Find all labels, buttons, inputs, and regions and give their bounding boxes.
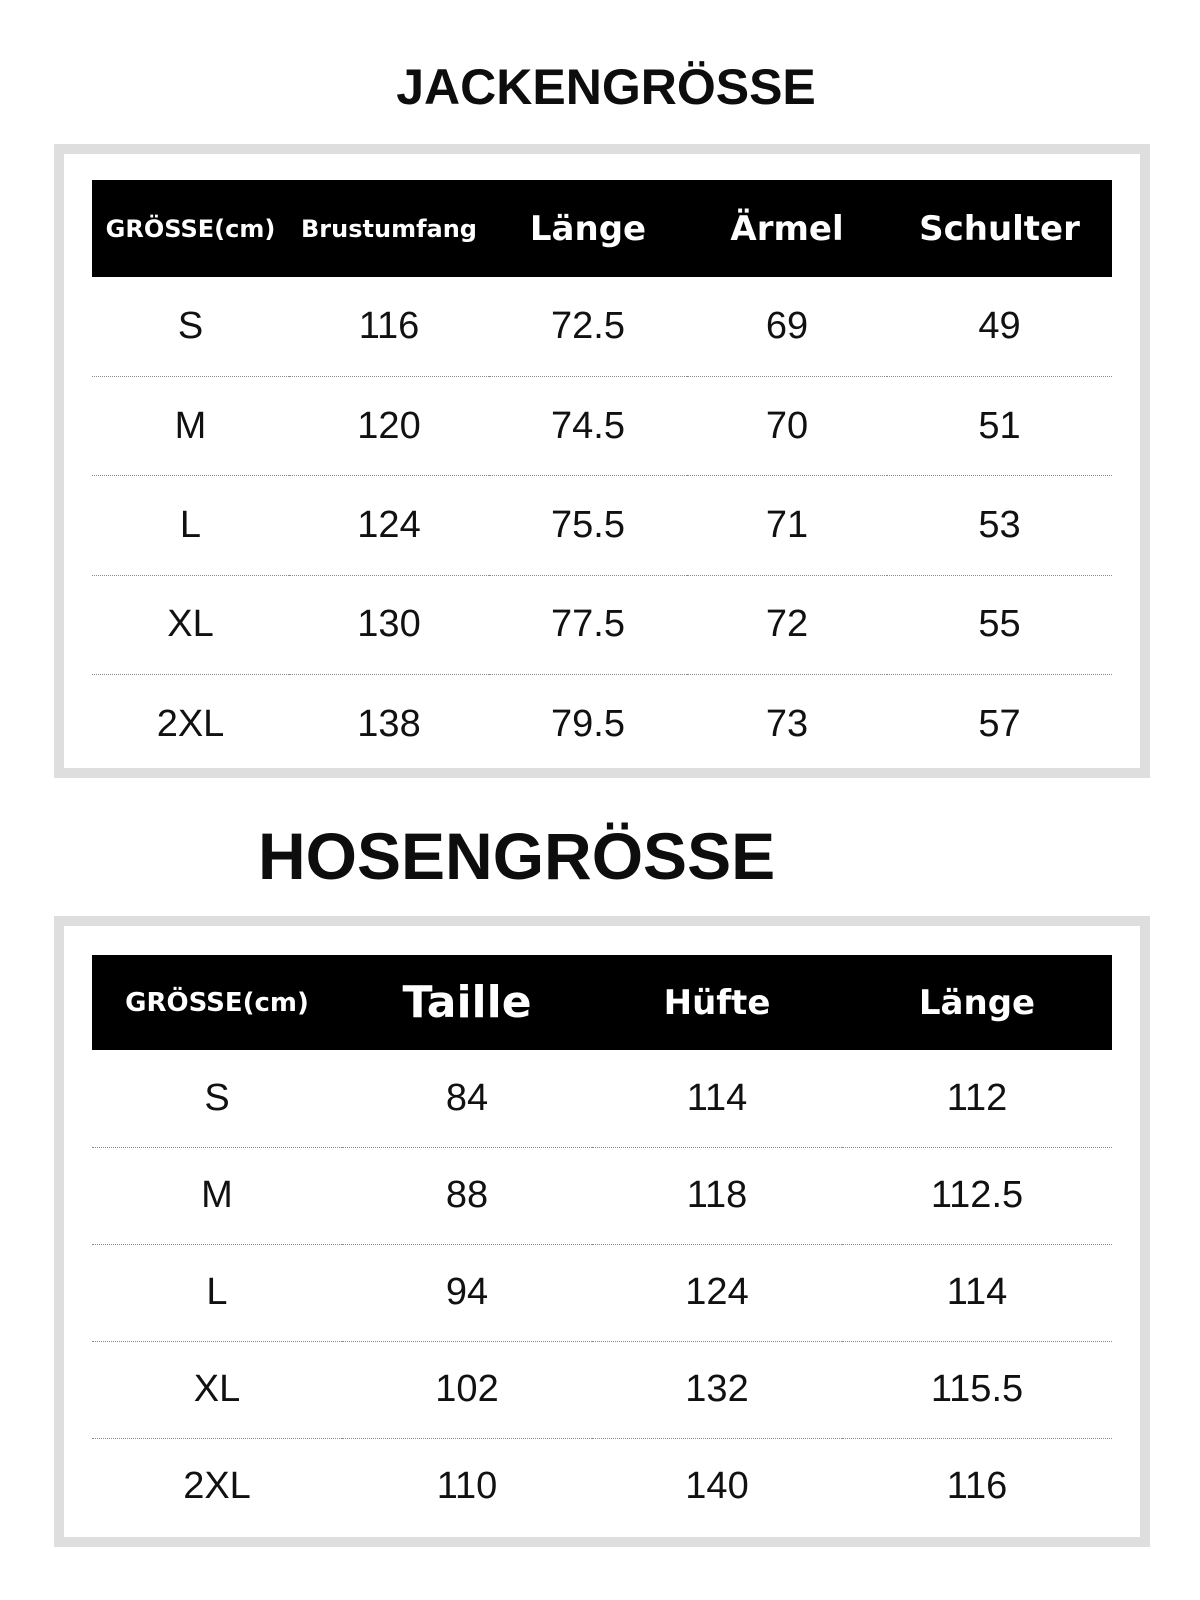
jacket-size-title: JACKENGRÖSSE <box>396 59 816 115</box>
table-row <box>92 1438 1112 1535</box>
column-header-size: GRÖSSE(cm) <box>125 987 309 1018</box>
cell-size: M <box>92 376 289 475</box>
cell-sleeve: 70 <box>687 376 887 475</box>
table-row <box>92 277 1112 376</box>
jacket-size-table <box>92 180 1112 774</box>
cell-size: L <box>92 476 289 575</box>
table-row <box>92 1147 1112 1244</box>
table-row <box>92 575 1112 674</box>
cell-length: 72.5 <box>551 304 625 347</box>
cell-waist: 84 <box>445 1076 489 1119</box>
cell-size: M <box>92 1147 342 1244</box>
cell-shoulder: 55 <box>887 575 1112 674</box>
cell-size: 2XL <box>92 1438 342 1535</box>
jacket-size-panel <box>54 144 1150 778</box>
cell-size: 2XL <box>92 675 289 774</box>
cell-waist: 110 <box>342 1438 592 1535</box>
cell-waist: 102 <box>342 1341 592 1438</box>
cell-length: 77.5 <box>489 575 687 674</box>
cell-length: 75.5 <box>489 476 687 575</box>
cell-length: 79.5 <box>489 675 687 774</box>
cell-length: 74.5 <box>489 376 687 475</box>
cell-hip: 124 <box>592 1244 842 1341</box>
cell-shoulder: 51 <box>887 376 1112 475</box>
cell-sleeve: 69 <box>765 304 809 347</box>
cell-length: 112.5 <box>842 1147 1112 1244</box>
table-row <box>92 1050 1112 1147</box>
cell-shoulder: 53 <box>887 476 1112 575</box>
column-header-size: GRÖSSE(cm) <box>105 214 276 243</box>
table-row <box>92 1341 1112 1438</box>
cell-length: 115.5 <box>842 1341 1112 1438</box>
table-header-row <box>92 180 1112 277</box>
table-row <box>92 476 1112 575</box>
cell-size: S <box>204 1076 230 1119</box>
cell-length: 112 <box>946 1076 1008 1119</box>
table-header-row <box>92 955 1112 1050</box>
cell-size: L <box>92 1244 342 1341</box>
column-header-length: Länge <box>918 982 1036 1023</box>
pants-size-panel <box>54 916 1150 1547</box>
cell-hip: 114 <box>686 1076 748 1119</box>
cell-hip: 132 <box>592 1341 842 1438</box>
cell-shoulder: 57 <box>887 675 1112 774</box>
cell-hip: 118 <box>592 1147 842 1244</box>
cell-chest: 130 <box>289 575 489 674</box>
cell-chest: 120 <box>289 376 489 475</box>
cell-sleeve: 72 <box>687 575 887 674</box>
cell-sleeve: 71 <box>687 476 887 575</box>
cell-chest: 124 <box>289 476 489 575</box>
cell-sleeve: 73 <box>687 675 887 774</box>
column-header-waist: Taille <box>402 977 532 1028</box>
column-header-chest: Brustumfang <box>301 214 477 243</box>
table-row <box>92 675 1112 774</box>
cell-waist: 88 <box>342 1147 592 1244</box>
cell-size: XL <box>92 1341 342 1438</box>
table-row <box>92 1244 1112 1341</box>
column-header-length: Länge <box>529 208 647 249</box>
cell-length: 114 <box>842 1244 1112 1341</box>
cell-chest: 116 <box>358 304 420 347</box>
table-row <box>92 376 1112 475</box>
cell-hip: 140 <box>592 1438 842 1535</box>
cell-shoulder: 49 <box>978 304 1021 347</box>
pants-size-table <box>92 955 1112 1535</box>
pants-size-title: HOSENGRÖSSE <box>258 819 776 893</box>
cell-size: S <box>177 304 204 347</box>
cell-waist: 94 <box>342 1244 592 1341</box>
cell-length: 116 <box>842 1438 1112 1535</box>
column-header-shoulder: Schulter <box>919 208 1080 249</box>
column-header-sleeve: Ärmel <box>730 208 844 249</box>
cell-size: XL <box>92 575 289 674</box>
cell-chest: 138 <box>289 675 489 774</box>
column-header-hip: Hüfte <box>663 982 771 1023</box>
